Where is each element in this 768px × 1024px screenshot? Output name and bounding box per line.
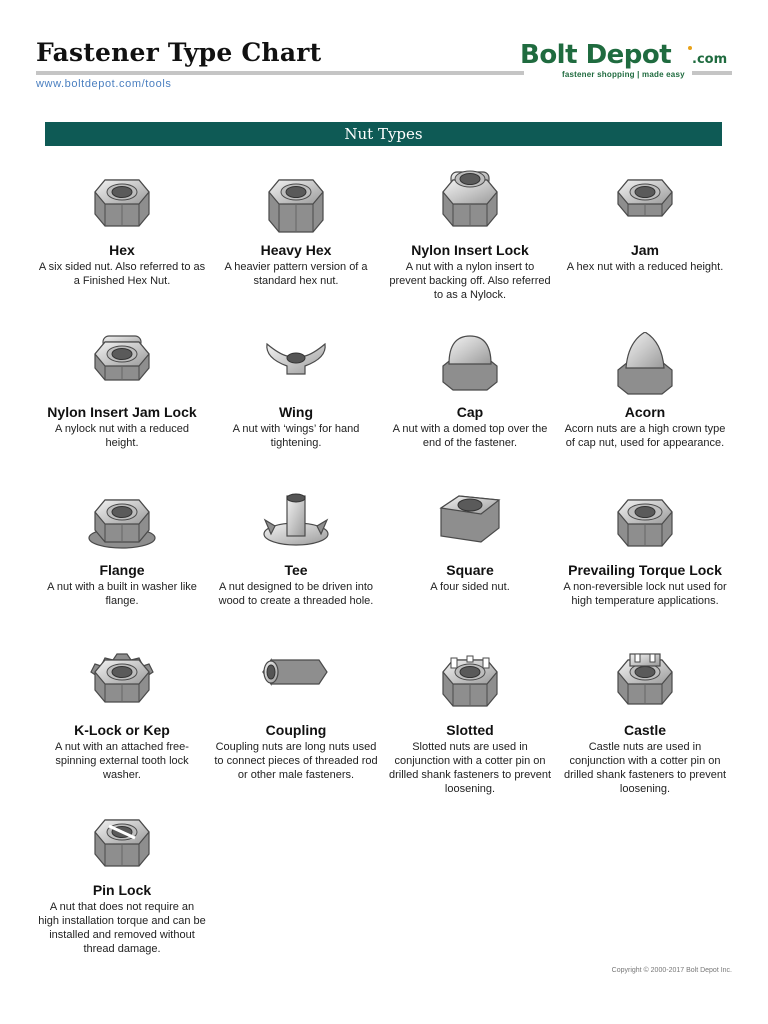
coupling-nut-icon xyxy=(260,650,332,720)
nut-name: Pin Lock xyxy=(92,882,152,898)
nut-name: Wing xyxy=(278,404,314,420)
logo-tagline: fastener shopping | made easy xyxy=(562,70,685,79)
nut-card xyxy=(38,332,206,450)
nut-description: A nylock nut with a reduced height. xyxy=(55,423,189,449)
nylon-jam-lock-nut-icon xyxy=(86,332,158,402)
nut-card xyxy=(212,170,380,288)
copyright-notice: Copyright © 2000-2017 Bolt Depot Inc. xyxy=(611,967,732,974)
nut-description: Acorn nuts are a high crown type of cap nut, used for appearance. xyxy=(564,423,726,449)
nut-name: K-Lock or Kep xyxy=(74,722,170,738)
nut-description: Coupling nuts are long nuts used to connect pieces of threaded rod or other male fasteners. xyxy=(214,741,378,781)
logo-suffix: .com xyxy=(692,52,728,67)
prevailing-torque-lock-nut-icon xyxy=(609,490,681,560)
page-title: Fastener Type Chart xyxy=(36,38,322,67)
nut-description: A nut that does not require an high installation torque and can be installed and removed without thread damage. xyxy=(38,901,206,955)
nut-card xyxy=(38,650,206,782)
nut-card xyxy=(561,490,729,608)
hex-nut-icon xyxy=(86,170,158,240)
nut-card xyxy=(212,332,380,450)
nut-name: Flange xyxy=(99,562,145,578)
site-url-link[interactable]: www.boltdepot.com/tools xyxy=(36,78,172,90)
nut-description: A nut designed to be driven into wood to create a threaded hole. xyxy=(218,581,374,607)
nut-name: Nylon Insert Jam Lock xyxy=(47,404,197,420)
nut-card xyxy=(38,170,206,288)
nylon-insert-lock-nut-icon xyxy=(434,170,506,240)
nut-description: A hex nut with a reduced height. xyxy=(566,261,724,273)
title-divider xyxy=(36,71,524,75)
nut-card xyxy=(38,490,206,608)
nut-name: Castle xyxy=(623,722,667,738)
jam-nut-icon xyxy=(609,170,681,240)
nut-name: Square xyxy=(446,562,494,578)
nut-description: A nut with a domed top over the end of the fastener. xyxy=(392,423,548,449)
logo-name: Bolt Depot xyxy=(520,40,672,70)
nut-description: Slotted nuts are used in conjunction with a cotter pin on drilled shank fasteners to prevent loosening. xyxy=(388,741,552,795)
castle-nut-icon xyxy=(609,650,681,720)
nut-card xyxy=(212,490,380,608)
nut-card xyxy=(386,170,554,302)
nut-name: Hex xyxy=(109,242,135,258)
bolt-depot-logo[interactable] xyxy=(520,40,735,82)
nut-name: Slotted xyxy=(446,722,494,738)
nut-name: Coupling xyxy=(265,722,327,738)
nut-description: A four sided nut. xyxy=(430,581,510,593)
nut-description: A nut with ‘wings’ for hand tightening. xyxy=(232,423,360,449)
flange-nut-icon xyxy=(86,490,158,560)
nut-description: A six sided nut. Also referred to as a Finished Hex Nut. xyxy=(38,261,206,287)
nut-card xyxy=(561,170,729,274)
nut-description: A nut with a nylon insert to prevent backing off. Also referred to as a Nylock. xyxy=(389,261,551,301)
nut-card xyxy=(38,810,206,956)
nut-card xyxy=(561,650,729,796)
nut-card xyxy=(561,332,729,450)
acorn-nut-icon xyxy=(609,332,681,402)
square-nut-icon xyxy=(434,490,506,560)
heavy-hex-nut-icon xyxy=(260,170,332,240)
nut-description: A nut with a built in washer like flange. xyxy=(47,581,197,607)
nut-card xyxy=(212,650,380,782)
cap-nut-icon xyxy=(434,332,506,402)
wing-nut-icon xyxy=(260,332,332,402)
nut-card xyxy=(386,332,554,450)
nut-description: A nut with an attached free-spinning external tooth lock washer. xyxy=(55,741,189,781)
nut-name: Tee xyxy=(284,562,308,578)
nut-description: A non-reversible lock nut used for high temperature applications. xyxy=(563,581,727,607)
nut-name: Acorn xyxy=(624,404,666,420)
slotted-nut-icon xyxy=(434,650,506,720)
pin-lock-nut-icon xyxy=(86,810,158,880)
nut-name: Cap xyxy=(456,404,484,420)
logo-dot-icon xyxy=(688,46,692,50)
nut-description: Castle nuts are used in conjunction with a cotter pin on drilled shank fasteners to prevent loosening. xyxy=(563,741,727,795)
nut-description: A heavier pattern version of a standard hex nut. xyxy=(224,261,368,287)
nut-card xyxy=(386,650,554,796)
nut-card xyxy=(386,490,554,594)
tee-nut-icon xyxy=(260,490,332,560)
nut-name: Heavy Hex xyxy=(260,242,332,258)
nut-name: Prevailing Torque Lock xyxy=(568,562,722,578)
nut-name: Jam xyxy=(630,242,660,258)
k-lock-nut-icon xyxy=(86,650,158,720)
nut-name: Nylon Insert Lock xyxy=(411,242,529,258)
section-banner: Nut Types xyxy=(45,122,722,146)
